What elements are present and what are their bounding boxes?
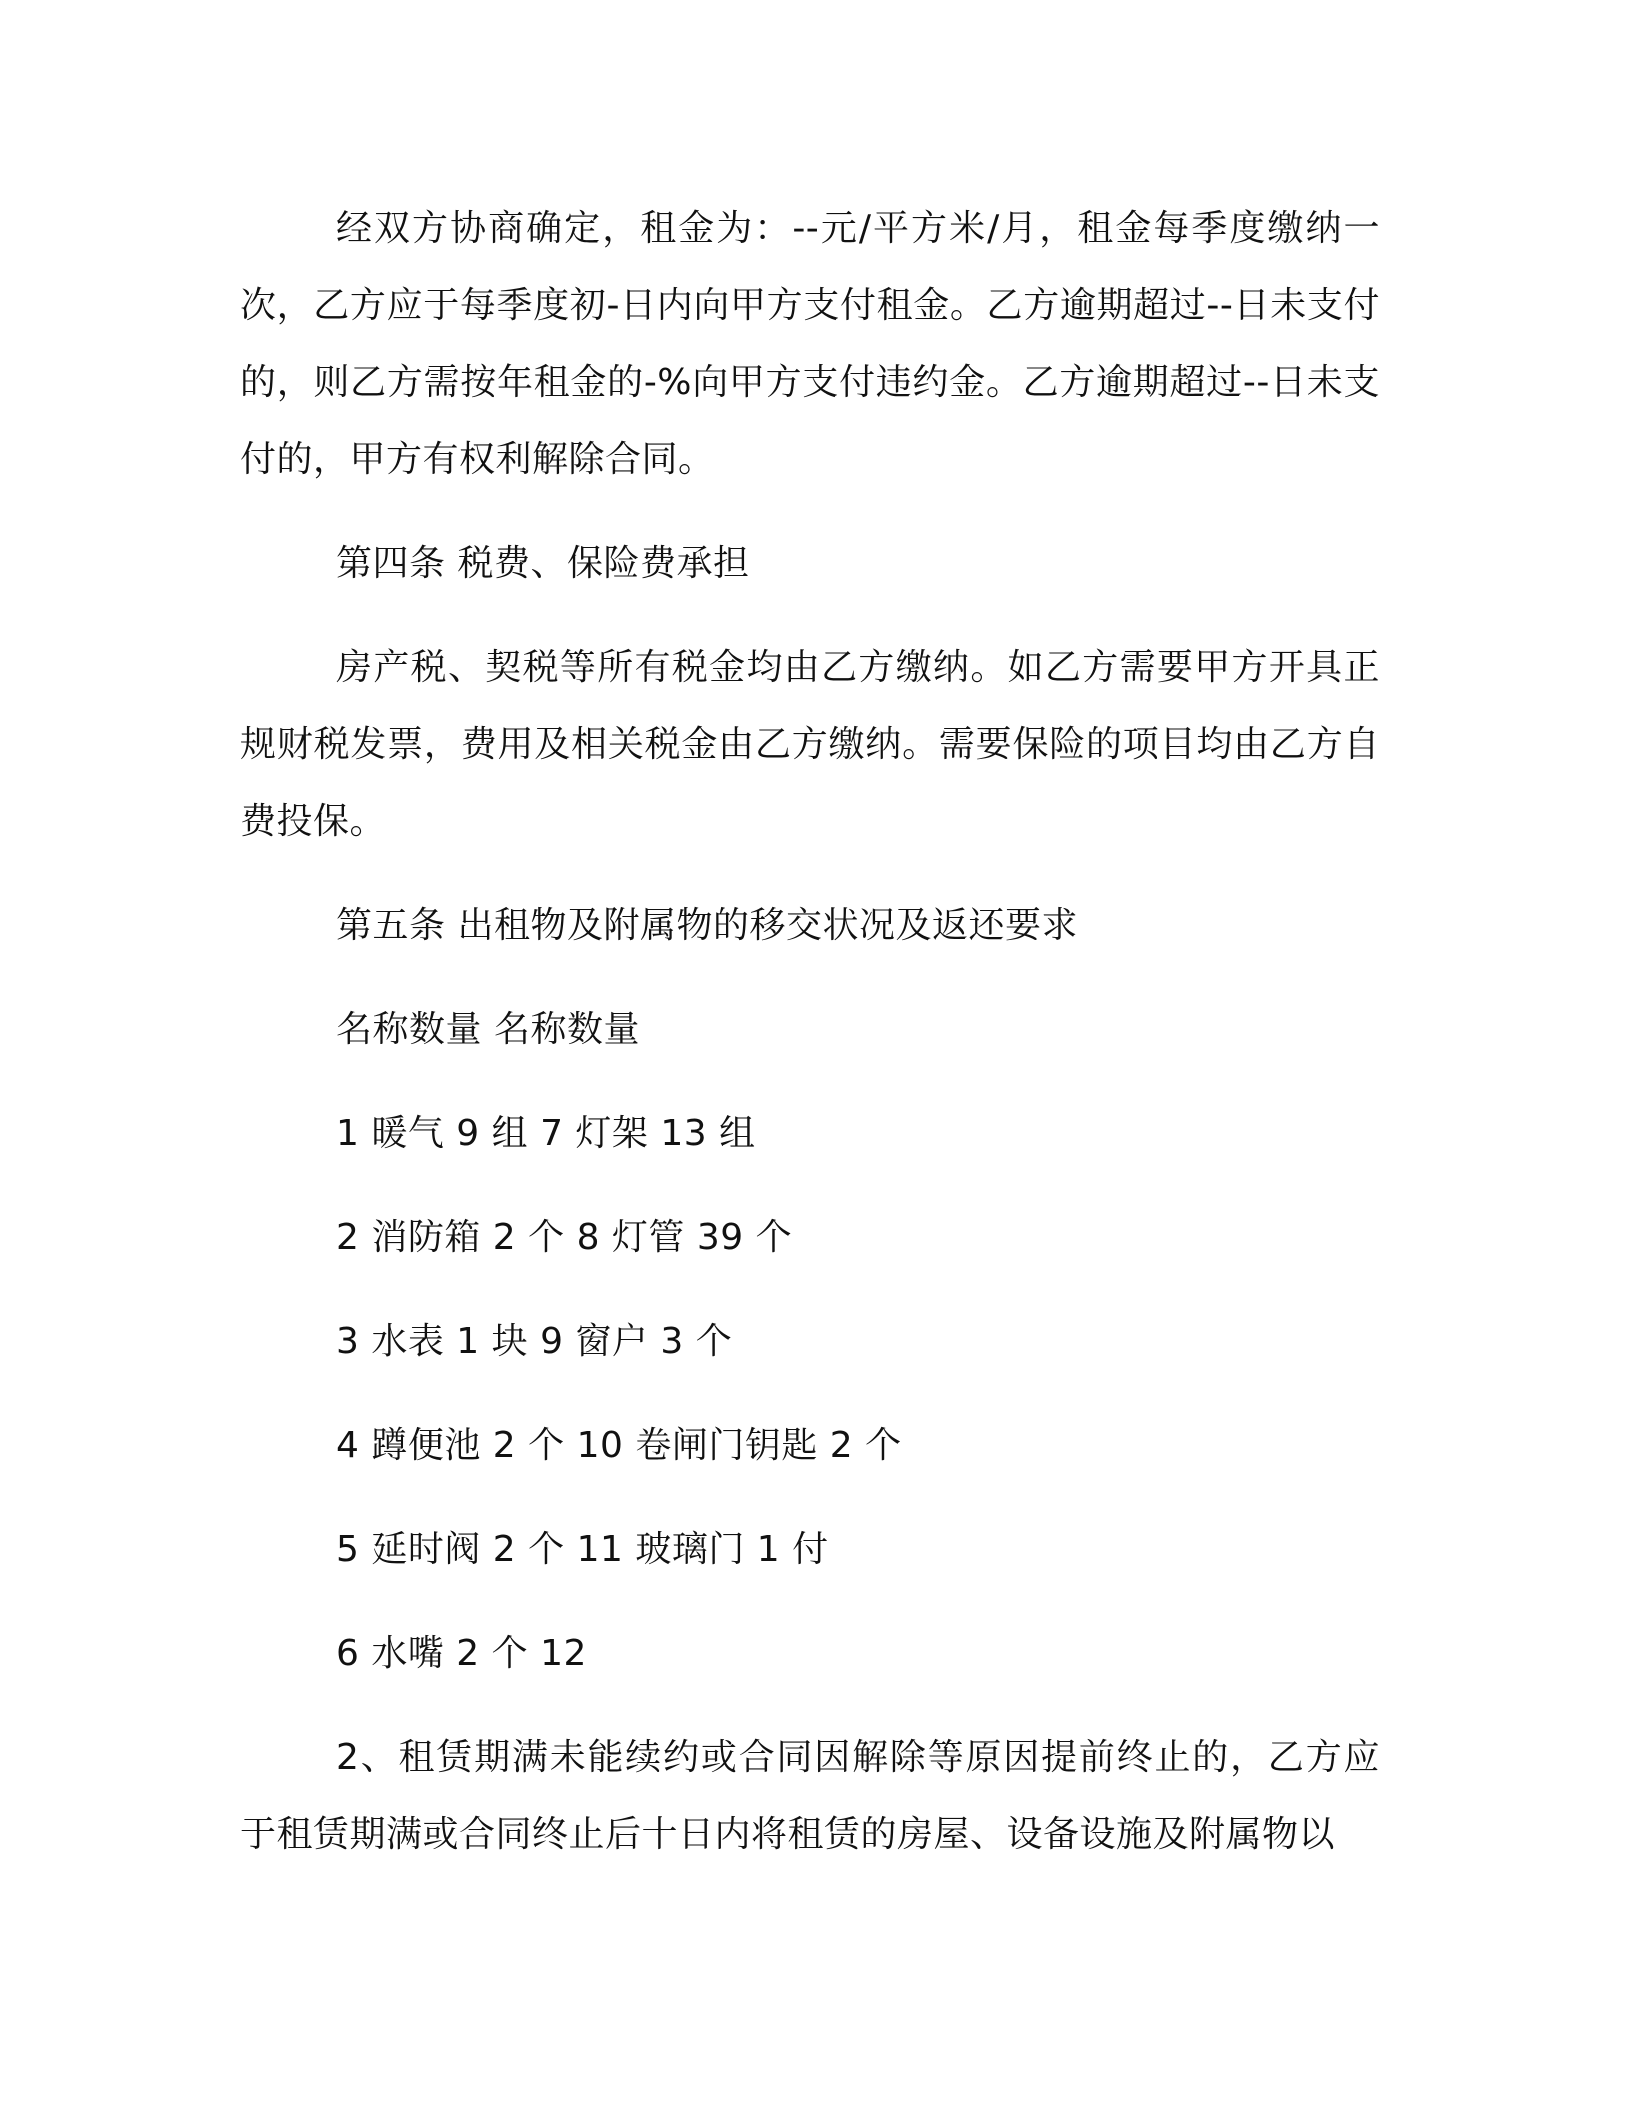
- inventory-row: 1 暖气 9 组 7 灯架 13 组: [336, 1113, 756, 1154]
- inventory-row: 2 消防箱 2 个 8 灯管 39 个: [336, 1217, 793, 1258]
- return-requirements-paragraph: 2、租赁期满未能续约或合同因解除等原因提前终止的，乙方应于租赁期满或合同终止后十日内将租赁的房屋、设备设施及附属物以: [240, 1737, 1380, 1855]
- inventory-row: 4 蹲便池 2 个 10 卷闸门钥匙 2 个: [336, 1425, 902, 1466]
- tax-insurance-paragraph: 房产税、契税等所有税金均由乙方缴纳。如乙方需要甲方开具正规财税发票，费用及相关税金由乙方缴纳。需要保险的项目均由乙方自费投保。: [240, 647, 1380, 842]
- inventory-row: 3 水表 1 块 9 窗户 3 个: [336, 1321, 733, 1362]
- article-four-heading: 第四条 税费、保险费承担: [336, 543, 750, 584]
- document-body: [240, 190, 1380, 1873]
- inventory-row: 5 延时阀 2 个 11 玻璃门 1 付: [336, 1529, 829, 1570]
- inventory-row: 6 水嘴 2 个 12: [336, 1633, 587, 1674]
- inventory-header: 名称数量 名称数量: [336, 1009, 640, 1050]
- article-five-heading: 第五条 出租物及附属物的移交状况及返还要求: [336, 905, 1078, 946]
- rent-payment-paragraph: 经双方协商确定，租金为：--元/平方米/月，租金每季度缴纳一次，乙方应于每季度初-日内向甲方支付租金。乙方逾期超过--日未支付的，则乙方需按年租金的-%向甲方支付违约金。乙方逾期超过--日未支付的，甲方有权利解除合同。: [240, 208, 1380, 480]
